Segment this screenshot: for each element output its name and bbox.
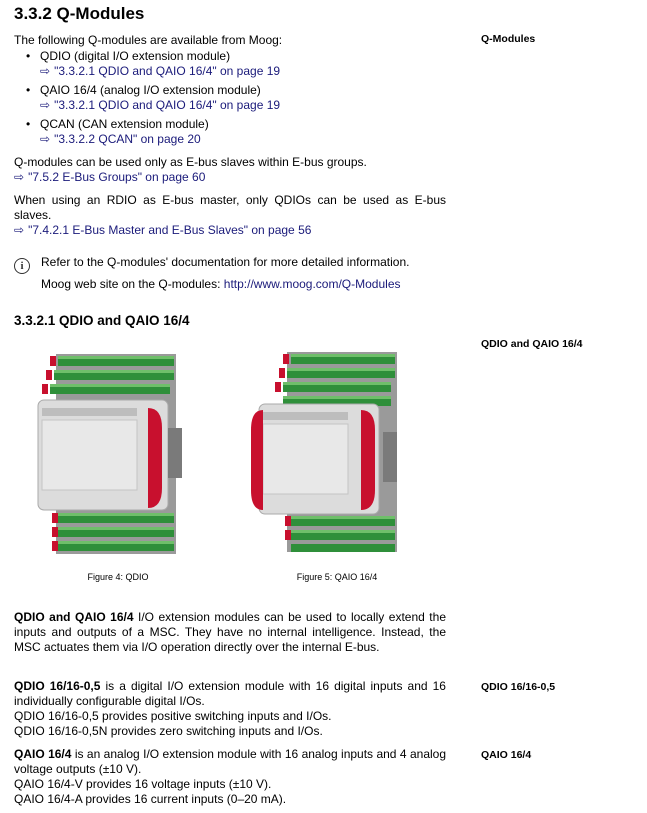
qaio-current-text: QAIO 16/4-A provides 16 current inputs (0–20 mA). <box>14 792 287 806</box>
figure-caption: Figure 5: QAIO 16/4 <box>296 572 378 582</box>
cross-reference-link[interactable]: ⇨ "7.5.2 E-Bus Groups" on page 60 <box>14 170 206 184</box>
note-text: Refer to the Q-modules' documentation for more detailed information. <box>41 255 410 269</box>
bullet-text: QCAN (CAN extension module) <box>40 117 209 131</box>
margin-label-qdio-qaio: QDIO and QAIO 16/4 <box>481 338 583 350</box>
qdio-positive-text: QDIO 16/16-0,5 provides positive switching inputs and I/Os. <box>14 709 332 723</box>
bullet-dot: • <box>26 83 31 97</box>
section-title: 3.3.2 Q-Modules <box>14 4 145 23</box>
terminal-strips-bottom <box>52 513 174 551</box>
terminal-strips-bottom <box>285 516 395 552</box>
margin-label-q-modules: Q-Modules <box>481 33 536 45</box>
intro-text: The following Q-modules are available from Moog: <box>14 33 283 47</box>
qdio-module-figure <box>28 348 208 563</box>
figure-caption: Figure 4: QDIO <box>87 572 149 582</box>
arrow-icon: ⇨ <box>14 223 25 237</box>
cross-reference-link[interactable]: ⇨ "3.3.2.1 QDIO and QAIO 16/4" on page 19 <box>40 64 281 78</box>
website-link[interactable]: http://www.moog.com/Q-Modules <box>223 277 401 291</box>
arrow-icon: ⇨ <box>14 170 25 184</box>
terminal-strips-top <box>42 356 174 394</box>
cross-reference-link[interactable]: ⇨ "3.3.2.2 QCAN" on page 20 <box>40 132 201 146</box>
cross-reference-link[interactable]: ⇨ "7.4.2.1 E-Bus Master and E-Bus Slaves" on page 56 <box>14 223 312 237</box>
margin-label-qaio-16-4: QAIO 16/4 <box>481 749 532 761</box>
note-website: Moog web site on the Q-modules: http://www.moog.com/Q-Modules <box>41 277 401 291</box>
bullet-dot: • <box>26 117 31 131</box>
paragraph-qaio-16-4: QAIO 16/4 is an analog I/O extension module with 16 analog inputs and 4 analog voltage outputs (±10 V). <box>14 747 447 776</box>
cross-reference-link[interactable]: ⇨ "3.3.2.1 QDIO and QAIO 16/4" on page 19 <box>40 98 281 112</box>
arrow-icon: ⇨ <box>40 132 51 146</box>
arrow-icon: ⇨ <box>40 98 51 112</box>
bullet-text: QDIO (digital I/O extension module) <box>40 49 231 63</box>
bullet-dot: • <box>26 49 31 63</box>
bullet-text: QAIO 16/4 (analog I/O extension module) <box>40 83 261 97</box>
paragraph-qdio-16-16: QDIO 16/16-0,5 is a digital I/O extension module with 16 digital inputs and 16 individually configurable digital I/Os. <box>14 679 446 708</box>
subsection-title: 3.3.2.1 QDIO and QAIO 16/4 <box>14 313 190 328</box>
paragraph-e-bus-slaves: Q-modules can be used only as E-bus slaves within E-bus groups. <box>14 155 367 169</box>
paragraph-rdio-master: When using an RDIO as E-bus master, only QDIOs can be used as E-bus slaves. <box>14 193 446 222</box>
arrow-icon: ⇨ <box>40 64 51 78</box>
paragraph-qdio-qaio: QDIO and QAIO 16/4 I/O extension modules can be used to locally extend the inputs and outputs of a MSC. They have no internal intelligence. Instead, the MSC actuates them via I/O operation directly over the internal E-bus. <box>14 610 446 654</box>
qdio-zero-text: QDIO 16/16-0,5N provides zero switching inputs and I/Os. <box>14 724 323 738</box>
info-icon: i <box>14 258 30 274</box>
qaio-module-figure <box>247 348 427 563</box>
qaio-voltage-text: QAIO 16/4-V provides 16 voltage inputs (±10 V). <box>14 777 272 791</box>
margin-label-qdio-16-16: QDIO 16/16-0,5 <box>481 681 556 693</box>
